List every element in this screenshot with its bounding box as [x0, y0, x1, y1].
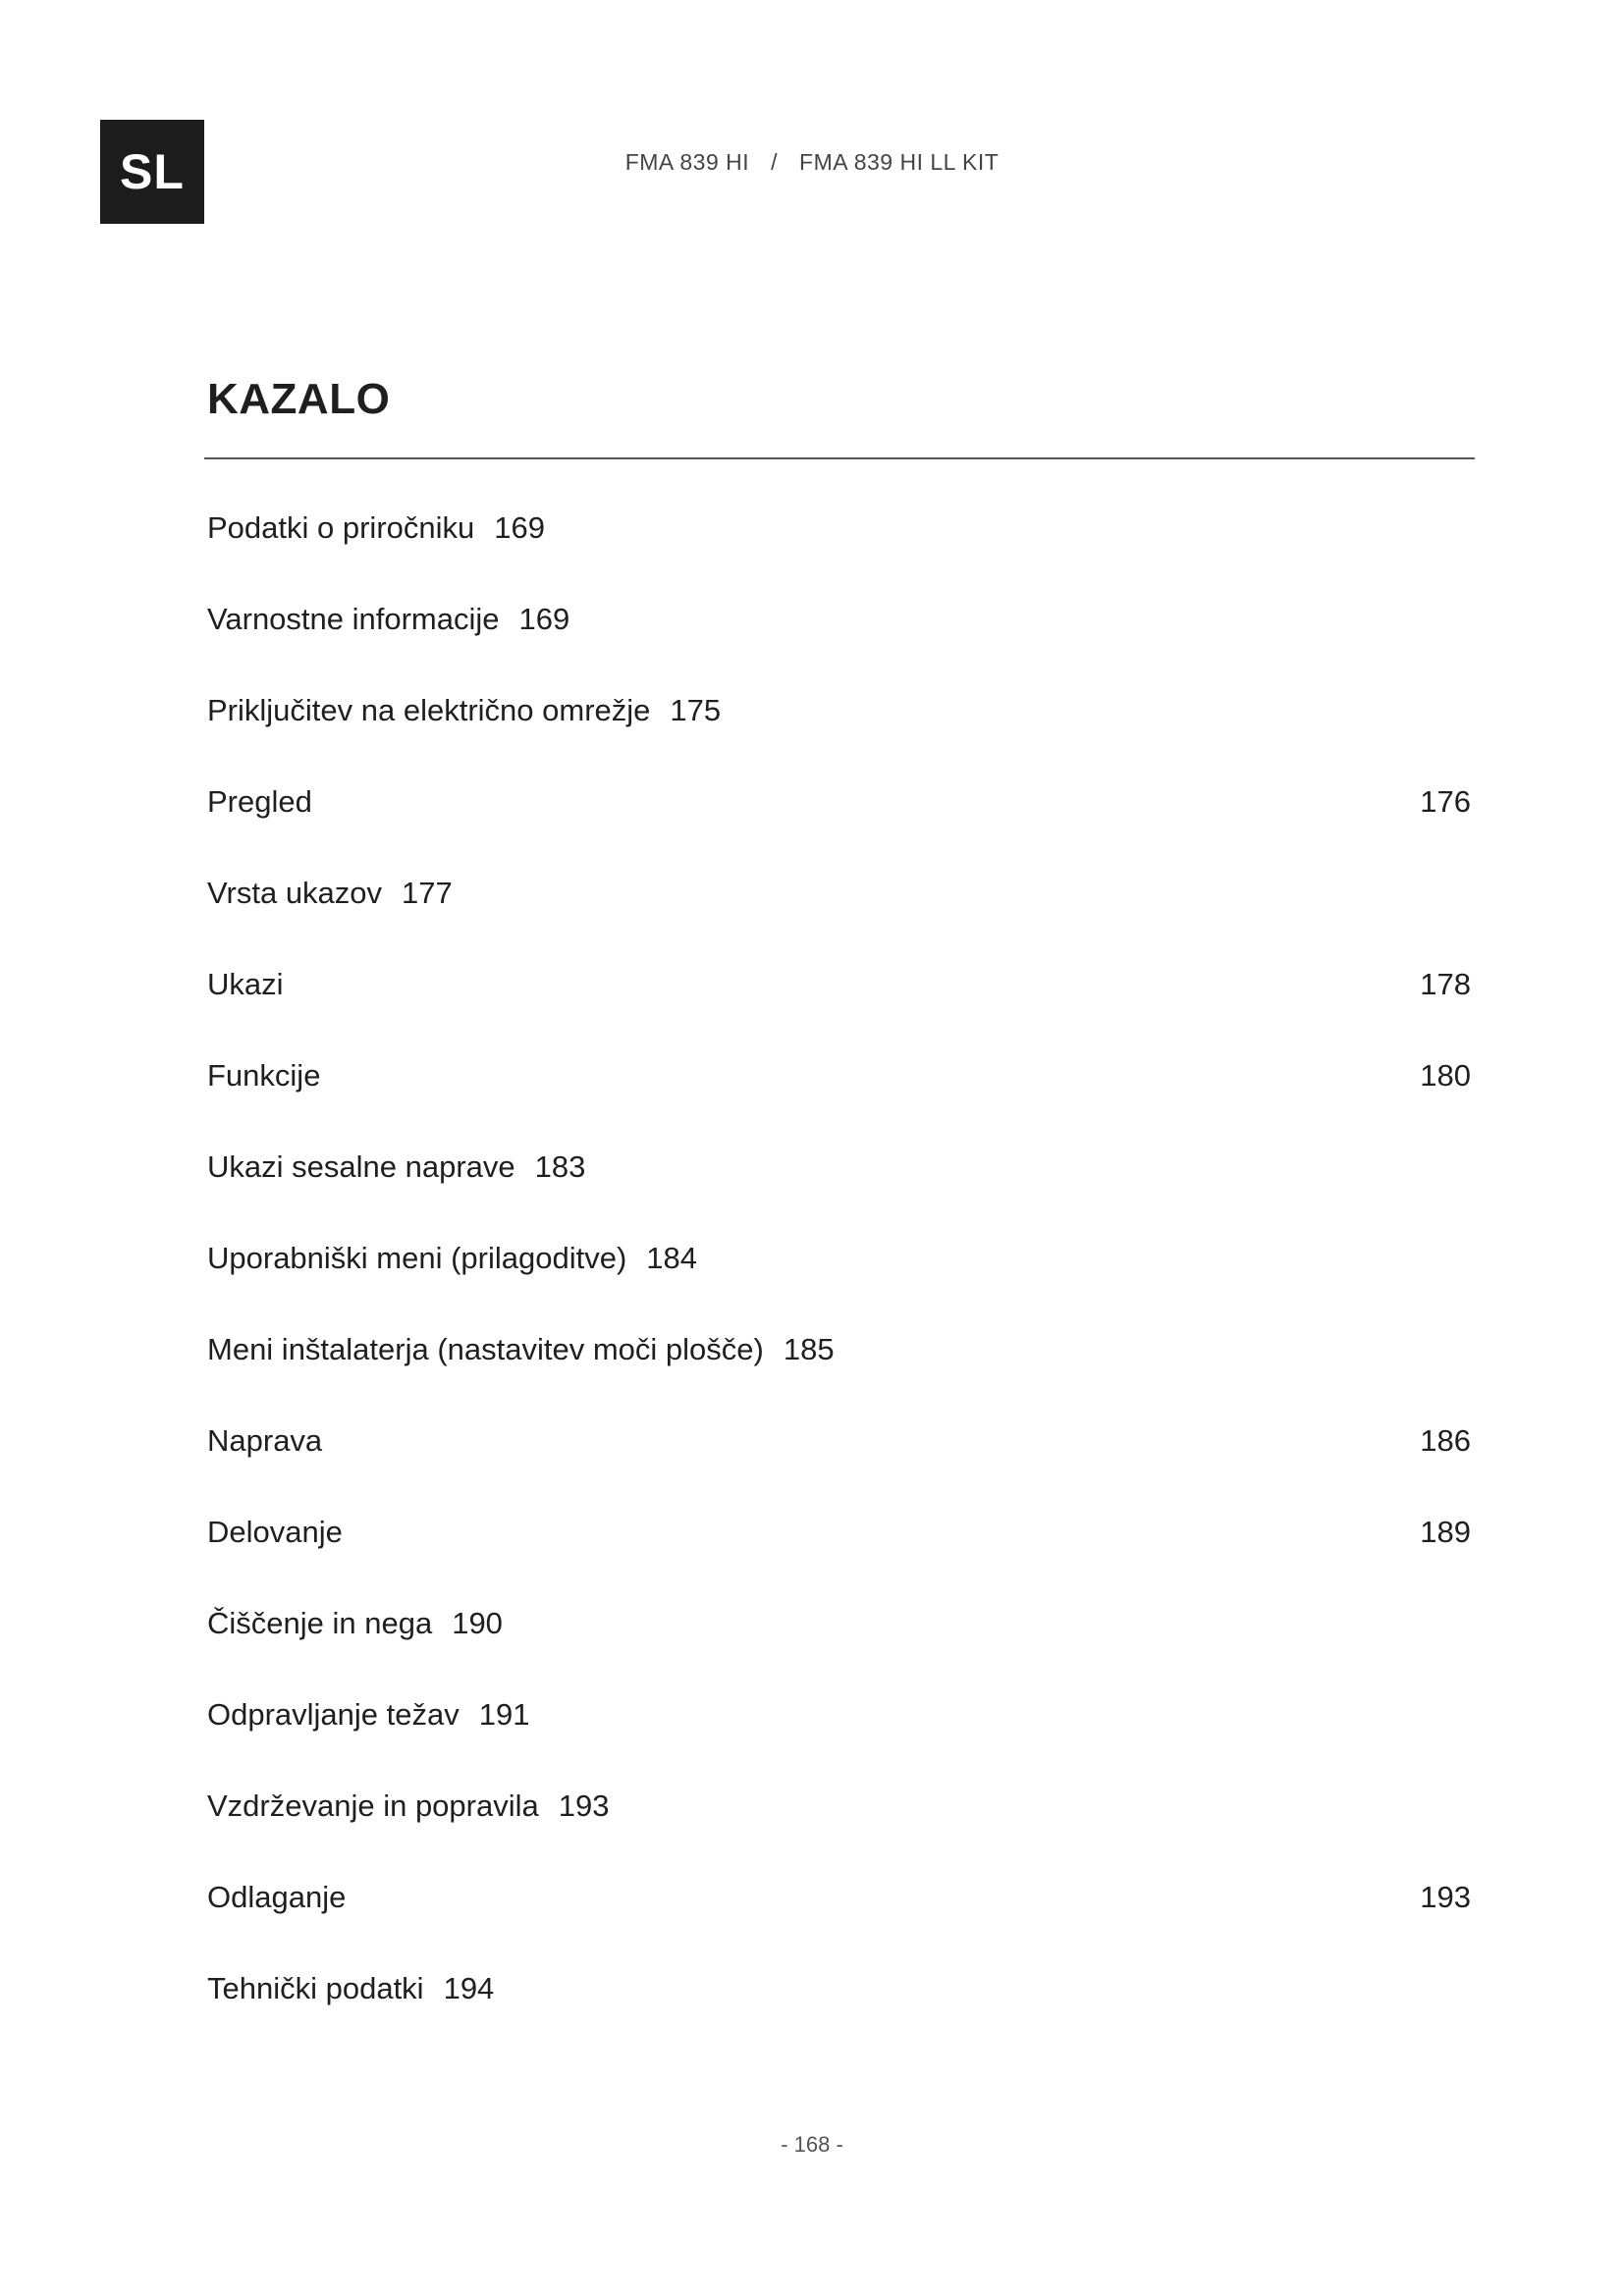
toc-entry-label: Meni inštalaterja (nastavitev moči plošče) — [207, 1332, 764, 1366]
toc-entry-page-number: 169 — [518, 602, 570, 636]
toc-entry-page-number: 189 — [1420, 1515, 1471, 1549]
toc-entry[interactable] — [207, 1414, 1471, 1505]
page-title: KAZALO — [207, 375, 391, 423]
toc-entry[interactable] — [207, 1870, 1471, 1961]
toc-entry-page-number: 180 — [1420, 1058, 1471, 1093]
toc-entry-label: Uporabniški meni (prilagoditve) — [207, 1241, 627, 1275]
table-of-contents — [207, 501, 1471, 2053]
toc-entry-page-number: 183 — [534, 1149, 586, 1184]
toc-entry[interactable] — [207, 1322, 1471, 1414]
toc-entry[interactable] — [207, 1048, 1471, 1140]
toc-entry-page-number: 193 — [558, 1789, 610, 1823]
title-divider — [204, 457, 1475, 459]
toc-entry-label: Čiščenje in nega — [207, 1606, 433, 1640]
language-badge: SL — [100, 120, 204, 224]
toc-entry-label: Funkcije — [207, 1058, 321, 1093]
toc-entry-label: Odpravljanje težav — [207, 1697, 460, 1732]
toc-entry[interactable] — [207, 866, 1471, 957]
toc-entry-label: Priključitev na električno omrežje — [207, 693, 651, 727]
model-header — [0, 149, 1624, 176]
toc-entry-page-number: 184 — [646, 1241, 698, 1275]
toc-entry-label: Naprava — [207, 1423, 323, 1458]
toc-entry-label: Tehnički podatki — [207, 1971, 424, 2005]
toc-entry[interactable] — [207, 1140, 1471, 1231]
page-number: - 168 - — [781, 2132, 843, 2157]
toc-entry-label: Vzdrževanje in popravila — [207, 1789, 539, 1823]
toc-entry-page-number: 169 — [494, 510, 545, 545]
toc-entry-page-number: 176 — [1420, 784, 1471, 819]
toc-entry[interactable] — [207, 1779, 1471, 1870]
toc-entry-page-number: 175 — [670, 693, 722, 727]
toc-entry-label: Pregled — [207, 784, 312, 819]
toc-entry-label: Podatki o priročniku — [207, 510, 475, 545]
toc-entry[interactable] — [207, 774, 1471, 866]
model-name-secondary: FMA 839 HI LL KIT — [799, 149, 1000, 175]
toc-entry[interactable] — [207, 683, 1471, 774]
toc-entry-label: Delovanje — [207, 1515, 343, 1549]
toc-entry[interactable] — [207, 1505, 1471, 1596]
toc-entry-page-number: 193 — [1420, 1880, 1471, 1914]
toc-entry-page-number: 177 — [402, 876, 453, 910]
toc-entry[interactable] — [207, 957, 1471, 1048]
toc-entry-label: Vrsta ukazov — [207, 876, 383, 910]
toc-entry-page-number: 178 — [1420, 967, 1471, 1001]
toc-entry[interactable] — [207, 1687, 1471, 1779]
toc-entry[interactable] — [207, 501, 1471, 592]
model-separator: / — [771, 149, 779, 175]
toc-entry-page-number: 194 — [443, 1971, 495, 2005]
toc-entry-page-number: 185 — [783, 1332, 835, 1366]
toc-entry-page-number: 190 — [452, 1606, 503, 1640]
toc-entry-label: Ukazi — [207, 967, 284, 1001]
toc-entry-label: Ukazi sesalne naprave — [207, 1149, 515, 1184]
toc-entry[interactable] — [207, 1961, 1471, 2053]
toc-entry[interactable] — [207, 1596, 1471, 1687]
toc-entry-page-number: 191 — [478, 1697, 530, 1732]
model-name-primary: FMA 839 HI — [624, 149, 750, 175]
toc-entry-label: Odlaganje — [207, 1880, 347, 1914]
toc-entry-page-number: 186 — [1420, 1423, 1471, 1458]
toc-entry[interactable] — [207, 1231, 1471, 1322]
toc-entry-label: Varnostne informacije — [207, 602, 500, 636]
toc-entry[interactable] — [207, 592, 1471, 683]
